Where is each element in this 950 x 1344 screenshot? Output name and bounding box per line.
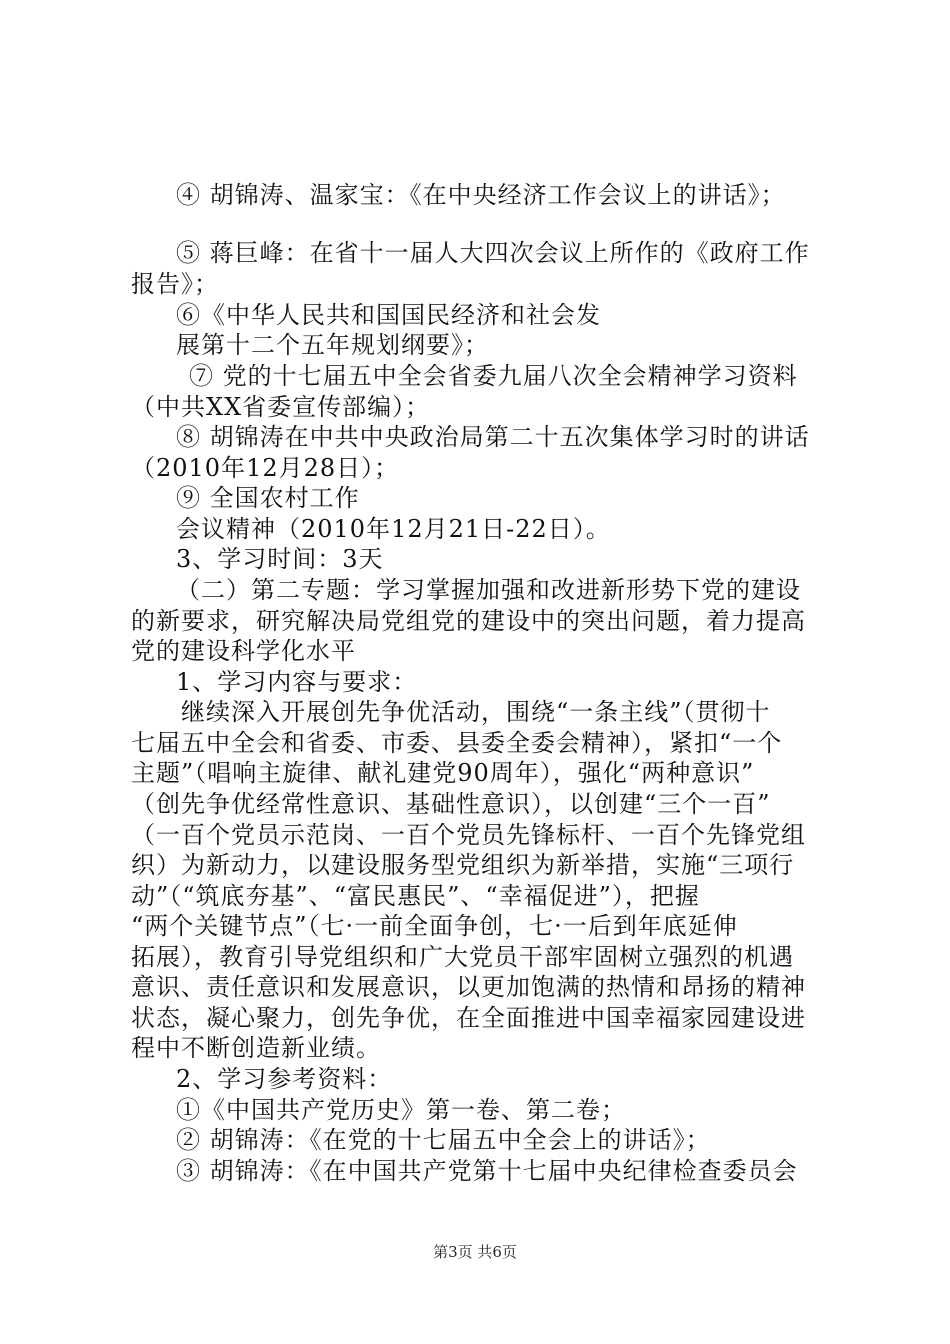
reference-item-3: ③ 胡锦涛：《在中国共产党第十七届中央纪律检查委员会 [176,1157,798,1185]
reference-item-9: ⑨ 全国农村工作 [176,484,360,512]
reference-item-1: ①《中国共产党历史》第一卷、第二卷； [176,1096,626,1124]
body-paragraph-line-12: 程中不断创造新业绩。 [131,1034,381,1062]
section-heading-cont-2: 党的建设科学化水平 [131,637,356,665]
reference-item-7-cont: （中共XX省委宣传部编）； [131,393,431,421]
study-time: 3、学习时间：3天 [176,545,384,573]
body-paragraph-line-10: 意识、责任意识和发展意识，以更加饱满的热情和昂扬的精神 [131,973,806,1001]
body-paragraph-line-2: 七届五中全会和省委、市委、县委全委会精神），紧扣“一个 [131,729,783,757]
body-paragraph-line-1: 继续深入开展创先争优活动，围绕“一条主线”（贯彻十 [181,698,771,726]
reference-item-8-cont: （2010年12月28日）； [131,454,400,482]
section-heading-cont-1: 的新要求，研究解决局党组党的建设中的突出问题，着力提高 [131,607,806,635]
reference-item-2: ② 胡锦涛：《在党的十七届五中全会上的讲话》； [176,1126,711,1154]
reference-item-9-cont: 会议精神（2010年12月21日-22日）。 [176,515,611,543]
reference-heading: 2、学习参考资料： [176,1065,393,1093]
content-heading: 1、学习内容与要求： [176,668,418,696]
body-paragraph-line-6: 织）为新动力，以建设服务型党组织为新举措，实施“三项行 [131,851,795,879]
body-paragraph-line-11: 状态，凝心聚力，创先争优，在全面推进中国幸福家园建设进 [131,1004,806,1032]
page-footer: 第3页 共6页 [433,1243,517,1261]
body-paragraph-line-5: （一百个党员示范岗、一百个党员先锋标杆、一百个先锋党组 [131,821,806,849]
body-paragraph-line-9: 拓展），教育引导党组织和广大党员干部牢固树立强烈的机遇 [131,943,794,971]
reference-item-4: ④ 胡锦涛、温家宝：《在中央经济工作会议上的讲话》； [176,181,786,209]
reference-item-7: ⑦ 党的十七届五中全会省委九届八次全会精神学习资料 [189,362,798,390]
body-paragraph-line-7: 动”（“筑底夯基”、“富民惠民”、“幸福促进”），把握 [131,882,700,910]
section-heading: （二）第二专题：学习掌握加强和改进新形势下党的建设 [176,576,801,604]
body-paragraph-line-3: 主题”（唱响主旋律、献礼建党90周年），强化“两种意识” [131,759,755,787]
reference-item-5: ⑤ 蒋巨峰：在省十一届人大四次会议上所作的《政府工作 [176,239,810,267]
reference-item-8: ⑧ 胡锦涛在中共中央政治局第二十五次集体学习时的讲话 [176,423,810,451]
body-paragraph-line-8: “两个关键节点”（七·一前全面争创，七·一后到年底延伸 [131,912,738,940]
body-paragraph-line-4: （创先争优经常性意识、基础性意识），以创建“三个一百” [131,790,771,818]
reference-item-6-cont: 展第十二个五年规划纲要》； [176,331,489,359]
reference-item-6: ⑥《中华人民共和国国民经济和社会发 [176,301,601,329]
reference-item-5-cont: 报告》； [131,270,219,298]
